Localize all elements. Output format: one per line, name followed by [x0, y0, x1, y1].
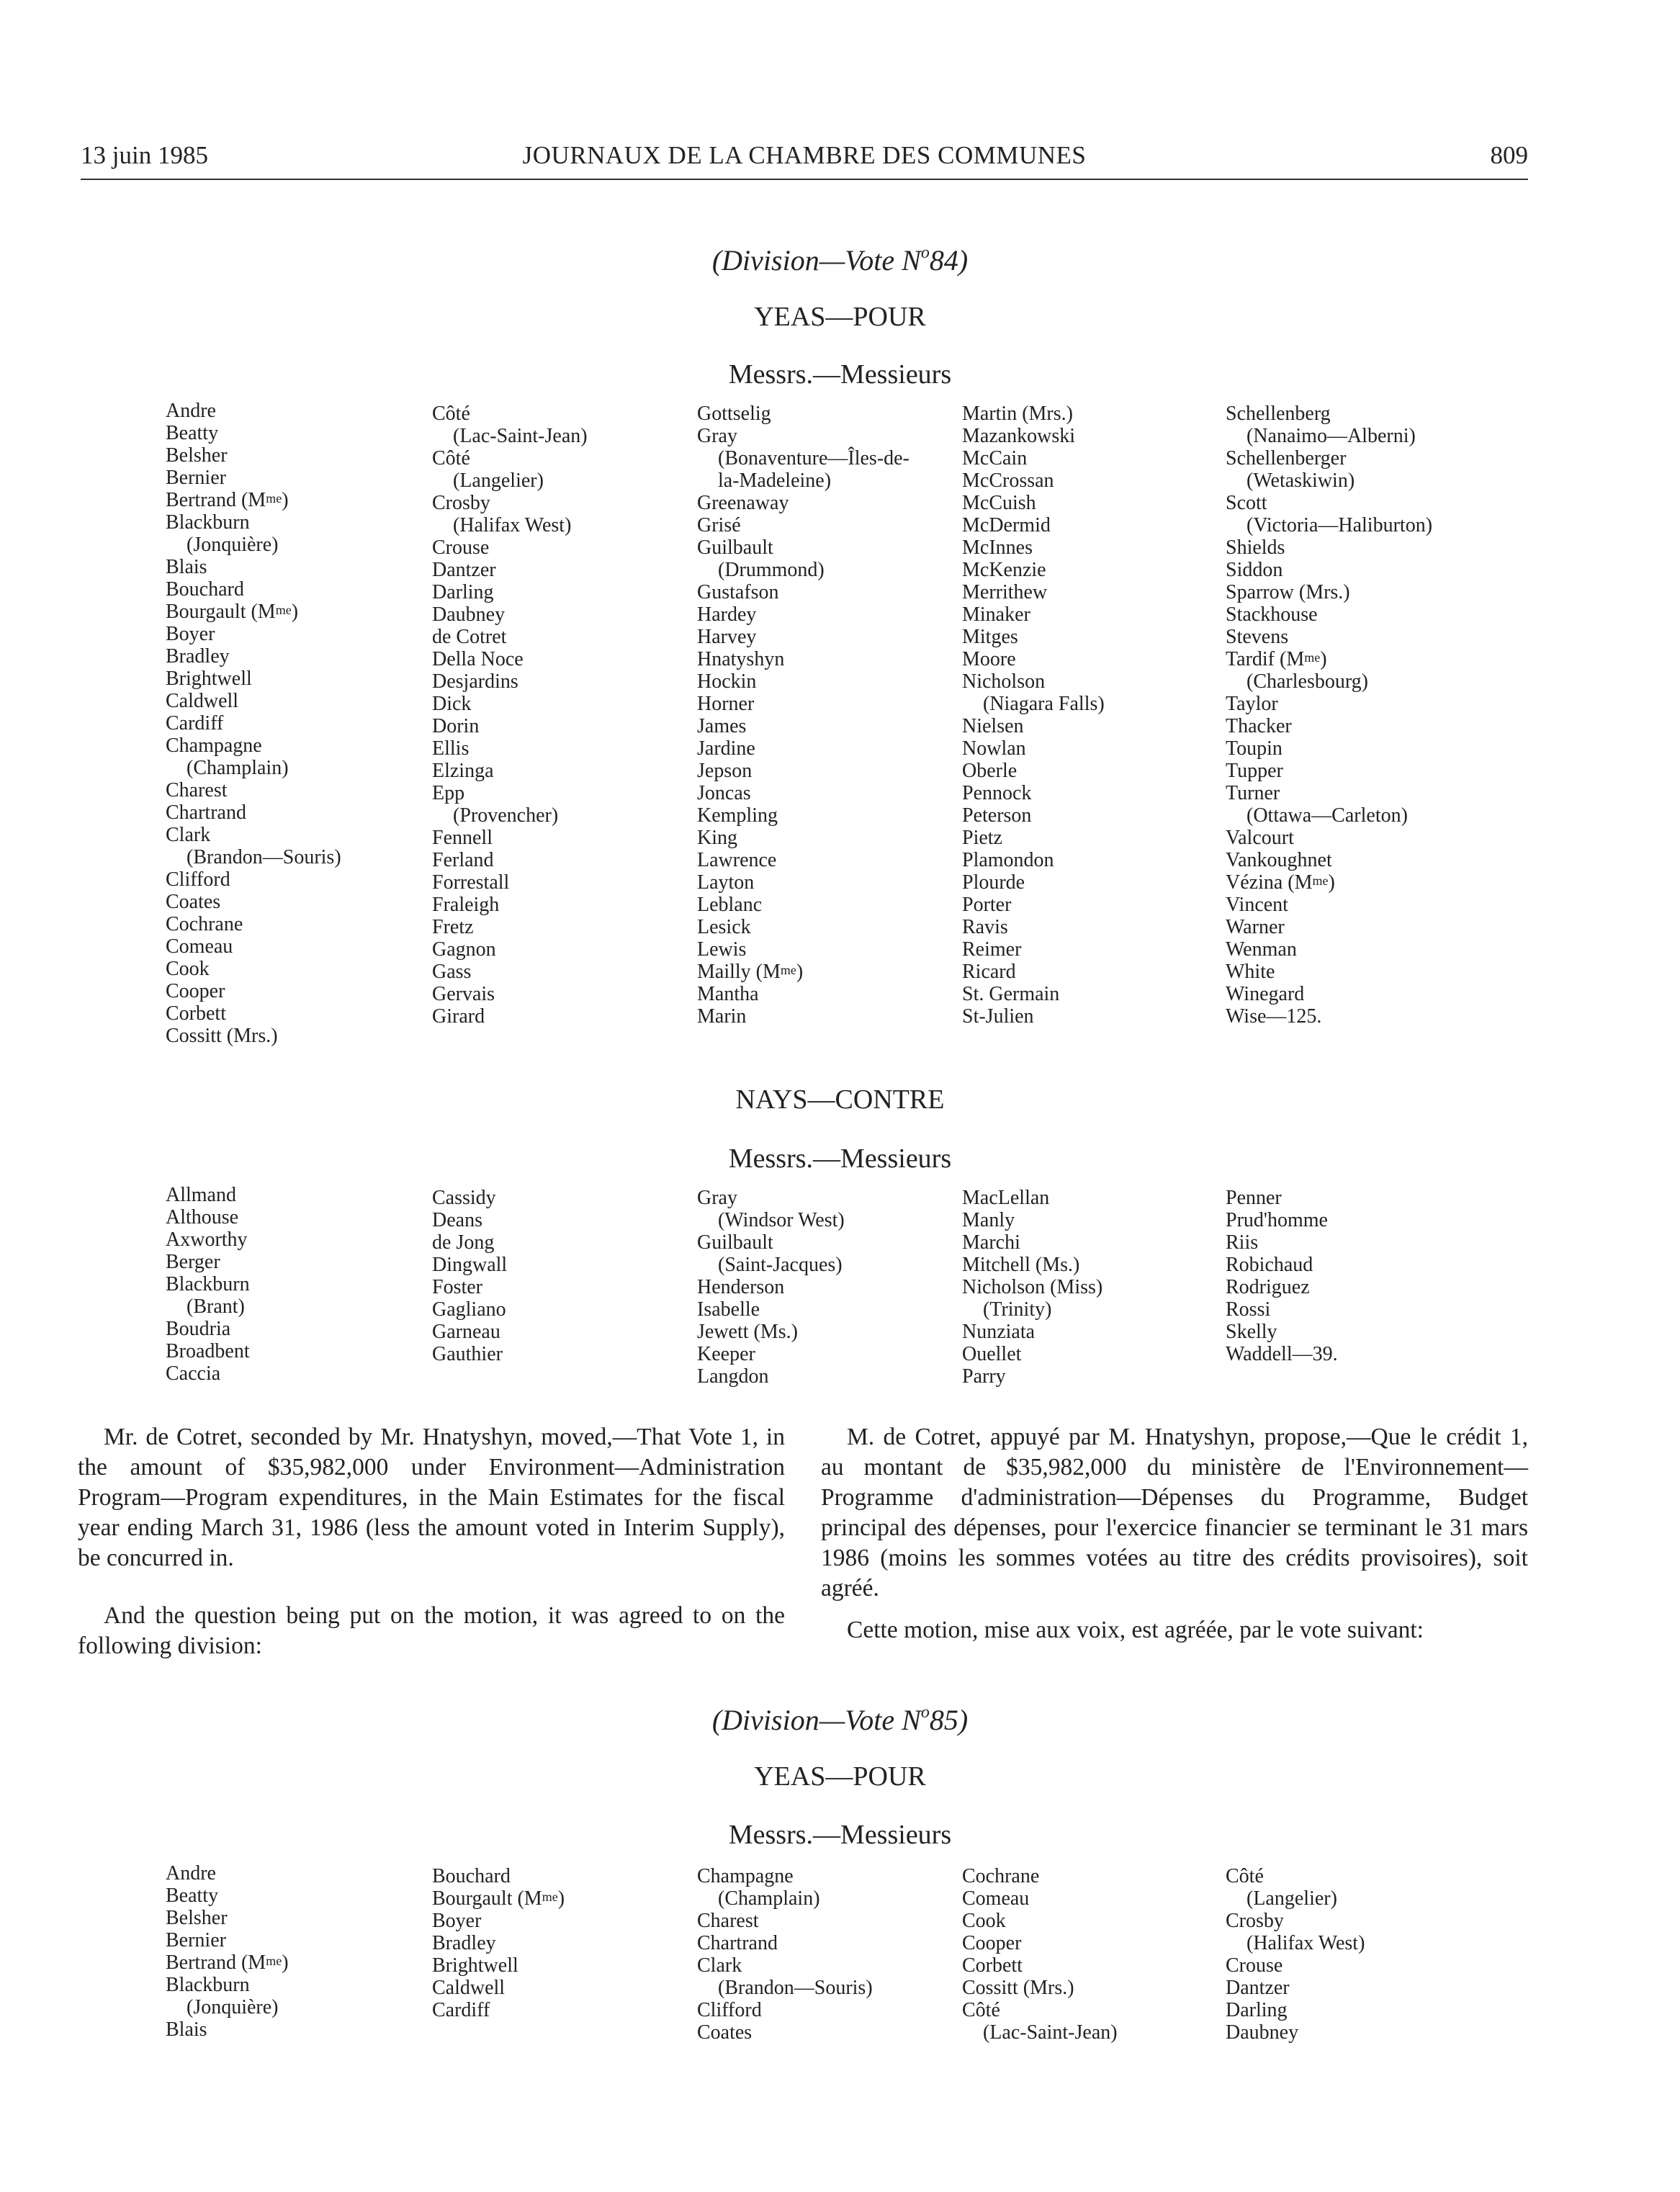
member-name: Henderson: [697, 1276, 785, 1298]
member-name: Valcourt: [1226, 827, 1294, 849]
division-84-title: (Division—Vote $N^o84$): [711, 243, 969, 277]
member-name: Cooper: [166, 980, 225, 1002]
member-riding: (Langelier): [1246, 1887, 1337, 1910]
motion-english-paragraph-1: Mr. de Cotret, seconded by Mr. Hnatyshyn, moved,—That Vote 1, in the amount of $35,982,000 under Environment—Administration Program—Program expenditures, in the Main Estimates for the fiscal year ending March 31, 1986 (less the amount voted in Interim Supply), be concurred in.: [78, 1424, 785, 1571]
member-name: Porter: [962, 894, 1012, 916]
member-name: Plourde: [962, 871, 1025, 894]
member-riding: (Langelier): [453, 470, 544, 492]
member-name: Sparrow (Mrs.): [1226, 581, 1350, 603]
motion-english: [78, 1422, 785, 1661]
division-84-nays-subheading: Messrs.—Messieurs: [728, 1144, 952, 1174]
member-name: Brightwell: [166, 668, 252, 690]
member-name: Crouse: [432, 536, 490, 559]
member-riding: (Brandon—Souris): [187, 846, 341, 868]
member-riding: (Windsor West): [718, 1209, 845, 1231]
division-84-yeas-column-1: [166, 400, 341, 1047]
member-name: Wenman: [1226, 938, 1297, 961]
member-name: Chartrand: [697, 1932, 778, 1954]
member-name: Riis: [1226, 1231, 1259, 1254]
member-name: Boyer: [166, 623, 215, 645]
member-name: Mitges: [962, 626, 1018, 648]
member-name: Charest: [166, 779, 228, 801]
member-name: MacLellan: [962, 1187, 1050, 1209]
member-name: Bernier: [166, 1929, 226, 1951]
member-name: Gagliano: [432, 1298, 506, 1321]
division-84-nays-column-2: [432, 1187, 507, 1365]
member-name: Broadbent: [166, 1340, 250, 1362]
member-name: Belsher: [166, 1907, 228, 1929]
member-name: Daubney: [432, 603, 506, 626]
member-name: Gustafson: [697, 581, 779, 603]
member-name: Prud'homme: [1226, 1209, 1328, 1231]
member-name: Blackburn: [166, 1974, 250, 1996]
division-84-nays-column-5: [1226, 1187, 1338, 1365]
member-name: Daubney: [1226, 2021, 1299, 2044]
member-name: Martin (Mrs.): [962, 403, 1073, 425]
member-name: Clifford: [166, 868, 230, 891]
member-name: Blais: [166, 2018, 207, 2041]
member-name: Nicholson: [962, 670, 1046, 693]
member-name: Bernier: [166, 467, 226, 489]
member-name: Rossi: [1226, 1298, 1271, 1321]
member-name: Dantzer: [432, 559, 496, 581]
member-name: McCuish: [962, 492, 1036, 514]
division-85-title: (Division—Vote $N^o85$): [711, 1703, 969, 1736]
member-name: Stackhouse: [1226, 603, 1318, 626]
member-name: Greenaway: [697, 492, 789, 514]
member-name: Charest: [697, 1910, 759, 1932]
member-name: Cooper: [962, 1932, 1022, 1954]
member-name: Crosby: [432, 492, 490, 514]
member-name: Minaker: [962, 603, 1030, 626]
member-name: Toupin: [1226, 737, 1283, 760]
member-name: McInnes: [962, 536, 1033, 559]
member-name: Vézina $(M^{me})$: [1226, 871, 1335, 894]
header-date: 13 juin 1985: [81, 141, 208, 169]
member-name: Althouse: [166, 1206, 239, 1228]
member-name: Côté: [1226, 1865, 1264, 1887]
member-name: Berger: [166, 1251, 220, 1273]
division-84-nays-heading: NAYS—CONTRE: [735, 1084, 945, 1115]
member-name: Marin: [697, 1005, 747, 1028]
member-name: Ouellet: [962, 1343, 1022, 1365]
member-name: de Cotret: [432, 626, 507, 648]
member-name: Manly: [962, 1209, 1015, 1231]
member-name: Gray: [697, 1187, 737, 1209]
member-name: Jepson: [697, 760, 753, 782]
member-name: Pietz: [962, 827, 1002, 849]
member-name: Boyer: [432, 1910, 482, 1932]
member-name: Ricard: [962, 961, 1016, 983]
motion-english-paragraph-2: And the question being put on the motion, it was agreed to on the following division:: [78, 1602, 785, 1659]
member-name: Coates: [166, 891, 221, 913]
member-name: Thacker: [1226, 715, 1292, 737]
member-name: Fretz: [432, 916, 474, 938]
member-name: Bertrand $(M^{me})$: [166, 1951, 289, 1974]
member-name: Allmand: [166, 1184, 236, 1206]
member-name: Cossitt (Mrs.): [962, 1977, 1074, 1999]
member-name: Della Noce: [432, 648, 524, 670]
member-name: Isabelle: [697, 1298, 760, 1321]
member-name: Jewett (Ms.): [697, 1321, 798, 1343]
division-85-yeas-column-2: [432, 1865, 565, 2021]
member-name: Hockin: [697, 670, 757, 693]
member-name: Cardiff: [432, 1999, 490, 2021]
running-header: [81, 141, 1528, 180]
member-riding: (Wetaskiwin): [1246, 470, 1355, 492]
member-name: Cochrane: [166, 913, 243, 935]
division-84-yeas-column-4: [962, 403, 1105, 1028]
member-name: Elzinga: [432, 760, 494, 782]
member-name: Winegard: [1226, 983, 1305, 1005]
member-name: Coates: [697, 2021, 753, 2044]
member-name: St-Julien: [962, 1005, 1034, 1028]
member-name: Skelly: [1226, 1321, 1277, 1343]
member-name: Layton: [697, 871, 755, 894]
member-name: Beatty: [166, 422, 219, 444]
member-name: Bourgault $(M^{me})$: [166, 601, 299, 623]
division-84-nays-column-3: [697, 1187, 845, 1388]
member-name: Nunziata: [962, 1321, 1036, 1343]
member-riding: (Niagara Falls): [983, 693, 1105, 715]
member-name: Peterson: [962, 804, 1032, 827]
member-name: Reimer: [962, 938, 1022, 961]
member-name: Hnatyshyn: [697, 648, 785, 670]
member-name: Bradley: [166, 645, 230, 668]
division-84-yeas-column-5: [1226, 403, 1432, 1028]
member-name: James: [697, 715, 747, 737]
division-85-yeas-column-4: [962, 1865, 1118, 2044]
member-riding: (Charlesbourg): [1246, 670, 1368, 693]
motion-french-paragraph-1: M. de Cotret, appuyé par M. Hnatyshyn, propose,—Que le crédit 1, au montant de $35,982,000 du ministère de l'Environnement—Programme d'administration—Dépenses du Programme, Budget principal des dépenses, pour l'exercice financier se terminant le 31 mars 1986 (moins les sommes votées au titre des crédits provisoires), soit agréé.: [821, 1424, 1528, 1602]
division-85-yeas-subheading: Messrs.—Messieurs: [728, 1820, 952, 1850]
member-name: Merrithew: [962, 581, 1048, 603]
member-name: Cossitt (Mrs.): [166, 1025, 278, 1047]
member-name: Mazankowski: [962, 425, 1076, 447]
member-name: Corbett: [962, 1954, 1023, 1977]
member-name: Forrestall: [432, 871, 510, 894]
member-name: Tardif $(M^{me})$: [1226, 648, 1327, 670]
member-name: King: [697, 827, 737, 849]
member-name: Girard: [432, 1005, 485, 1028]
member-riding: la-Madeleine): [718, 470, 832, 492]
member-name: Ellis: [432, 737, 470, 760]
member-name: Wise—125.: [1226, 1005, 1322, 1028]
member-name: Cardiff: [166, 712, 224, 735]
header-page-number: 809: [1490, 141, 1528, 169]
division-84-nays-column-4: [962, 1187, 1102, 1388]
member-name: Blackburn: [166, 1273, 250, 1295]
member-name: Blais: [166, 556, 207, 578]
member-name: St. Germain: [962, 983, 1060, 1005]
division-84-yeas-subheading: Messrs.—Messieurs: [728, 359, 952, 390]
member-riding: (Halifax West): [453, 514, 572, 536]
member-name: Fennell: [432, 827, 493, 849]
member-name: Cassidy: [432, 1187, 496, 1209]
division-84-yeas-column-3: [697, 403, 909, 1028]
member-name: White: [1226, 961, 1275, 983]
member-name: Keeper: [697, 1343, 755, 1365]
member-name: Mailly $(M^{me})$: [697, 961, 804, 983]
member-name: Champagne: [166, 735, 262, 757]
member-name: Boudria: [166, 1318, 231, 1340]
member-name: Clark: [697, 1954, 742, 1977]
division-85-yeas-column-5: [1226, 1865, 1365, 2044]
member-name: Chartrand: [166, 801, 246, 824]
member-name: Fraleigh: [432, 894, 500, 916]
member-name: Waddell—39.: [1226, 1343, 1338, 1365]
member-name: Epp: [432, 782, 465, 804]
member-name: Dick: [432, 693, 472, 715]
member-name: Foster: [432, 1276, 482, 1298]
member-name: Clifford: [697, 1999, 762, 2021]
member-name: Harvey: [697, 626, 757, 648]
member-name: Lawrence: [697, 849, 777, 871]
member-name: Brightwell: [432, 1954, 518, 1977]
member-name: Corbett: [166, 1002, 226, 1025]
member-name: Langdon: [697, 1365, 769, 1388]
member-name: Gervais: [432, 983, 495, 1005]
member-name: Desjardins: [432, 670, 518, 693]
member-name: Mitchell (Ms.): [962, 1254, 1080, 1276]
member-name: Schellenberg: [1226, 403, 1331, 425]
member-name: Jardine: [697, 737, 755, 760]
member-name: Cochrane: [962, 1865, 1040, 1887]
member-riding: (Ottawa—Carleton): [1246, 804, 1408, 827]
member-name: Caldwell: [432, 1977, 506, 1999]
member-riding: (Brant): [187, 1295, 245, 1318]
member-name: Lewis: [697, 938, 747, 961]
motion-french-paragraph-2: Cette motion, mise aux voix, est agréée, par le vote suivant:: [847, 1617, 1424, 1643]
member-name: Nowlan: [962, 737, 1026, 760]
member-name: Leblanc: [697, 894, 763, 916]
motion-french: [821, 1422, 1528, 1645]
member-name: Gottselig: [697, 403, 771, 425]
member-name: Bouchard: [166, 578, 244, 601]
member-name: Oberle: [962, 760, 1018, 782]
member-name: Garneau: [432, 1321, 500, 1343]
member-name: Joncas: [697, 782, 751, 804]
member-riding: (Jonquière): [187, 534, 279, 556]
member-riding: (Nanaimo—Alberni): [1246, 425, 1416, 447]
member-name: McCain: [962, 447, 1028, 470]
member-name: Crosby: [1226, 1910, 1284, 1932]
member-name: Cook: [166, 958, 210, 980]
member-name: Plamondon: [962, 849, 1054, 871]
header-journal-title: JOURNAUX DE LA CHAMBRE DES COMMUNES: [522, 141, 1087, 169]
member-name: Nicholson (Miss): [962, 1276, 1103, 1298]
member-name: Bradley: [432, 1932, 496, 1954]
member-name: Bourgault $(M^{me})$: [432, 1887, 565, 1910]
member-name: Parry: [962, 1365, 1006, 1388]
member-name: Pennock: [962, 782, 1032, 804]
member-name: Dingwall: [432, 1254, 508, 1276]
member-name: Blackburn: [166, 511, 250, 534]
member-name: Vincent: [1226, 894, 1288, 916]
member-name: Warner: [1226, 916, 1285, 938]
member-name: Vankoughnet: [1226, 849, 1332, 871]
member-riding: (Drummond): [718, 559, 825, 581]
member-name: Crouse: [1226, 1954, 1283, 1977]
member-name: Comeau: [962, 1887, 1030, 1910]
member-name: Darling: [1226, 1999, 1288, 2021]
member-name: Dantzer: [1226, 1977, 1290, 1999]
member-name: Andre: [166, 400, 216, 422]
member-riding: (Jonquière): [187, 1996, 279, 2018]
member-riding: (Champlain): [187, 757, 289, 779]
member-riding: (Brandon—Souris): [718, 1977, 873, 1999]
member-name: Côté: [432, 403, 470, 425]
member-name: Caldwell: [166, 690, 239, 712]
member-name: Guilbault: [697, 536, 773, 559]
member-name: Ferland: [432, 849, 494, 871]
member-name: Gauthier: [432, 1343, 503, 1365]
member-name: Lesick: [697, 916, 751, 938]
member-name: Stevens: [1226, 626, 1289, 648]
member-name: McCrossan: [962, 470, 1054, 492]
member-name: Gagnon: [432, 938, 496, 961]
member-name: Axworthy: [166, 1228, 248, 1251]
member-name: Côté: [962, 1999, 1000, 2021]
member-name: Andre: [166, 1862, 216, 1885]
member-name: Robichaud: [1226, 1254, 1313, 1276]
division-84-yeas-column-2: [432, 403, 588, 1028]
member-name: McKenzie: [962, 559, 1046, 581]
division-84-yeas-heading: YEAS—POUR: [754, 302, 926, 332]
member-riding: (Trinity): [983, 1298, 1052, 1321]
division-85-yeas-column-3: [697, 1865, 873, 2044]
member-name: Scott: [1226, 492, 1267, 514]
division-85-yeas-column-1: [166, 1862, 289, 2041]
member-name: Grisé: [697, 514, 741, 536]
member-name: Hardey: [697, 603, 757, 626]
member-name: Clark: [166, 824, 211, 846]
member-name: Moore: [962, 648, 1016, 670]
member-name: Deans: [432, 1209, 482, 1231]
member-name: Bouchard: [432, 1865, 511, 1887]
member-riding: (Provencher): [453, 804, 559, 827]
member-riding: (Halifax West): [1246, 1932, 1365, 1954]
member-name: Dorin: [432, 715, 480, 737]
member-name: Nielsen: [962, 715, 1024, 737]
member-riding: (Lac-Saint-Jean): [453, 425, 588, 447]
member-name: Bertrand $(M^{me})$: [166, 489, 289, 511]
member-name: Turner: [1226, 782, 1280, 804]
member-name: Champagne: [697, 1865, 794, 1887]
member-riding: (Champlain): [718, 1887, 820, 1910]
member-name: McDermid: [962, 514, 1051, 536]
member-name: Siddon: [1226, 559, 1283, 581]
member-name: Cook: [962, 1910, 1006, 1932]
member-riding: (Lac-Saint-Jean): [983, 2021, 1118, 2044]
member-riding: (Victoria—Haliburton): [1246, 514, 1433, 536]
member-name: Penner: [1226, 1187, 1282, 1209]
member-name: Darling: [432, 581, 494, 603]
division-84-nays-column-1: [166, 1184, 250, 1385]
member-name: Mantha: [697, 983, 759, 1005]
member-riding: (Bonaventure—Îles-de-: [718, 447, 909, 470]
member-name: Côté: [432, 447, 470, 470]
member-name: Guilbault: [697, 1231, 773, 1254]
member-name: Horner: [697, 693, 755, 715]
member-name: Caccia: [166, 1362, 221, 1385]
member-name: Gray: [697, 425, 737, 447]
member-riding: (Saint-Jacques): [718, 1254, 843, 1276]
member-name: Comeau: [166, 935, 233, 958]
member-name: Rodriguez: [1226, 1276, 1310, 1298]
member-name: de Jong: [432, 1231, 495, 1254]
member-name: Taylor: [1226, 693, 1278, 715]
member-name: Shields: [1226, 536, 1285, 559]
member-name: Gass: [432, 961, 472, 983]
member-name: Ravis: [962, 916, 1008, 938]
member-name: Belsher: [166, 444, 228, 467]
division-85-yeas-heading: YEAS—POUR: [754, 1761, 926, 1792]
member-name: Kempling: [697, 804, 778, 827]
member-name: Beatty: [166, 1885, 219, 1907]
member-name: Schellenberger: [1226, 447, 1347, 470]
member-name: Marchi: [962, 1231, 1020, 1254]
member-name: Tupper: [1226, 760, 1283, 782]
